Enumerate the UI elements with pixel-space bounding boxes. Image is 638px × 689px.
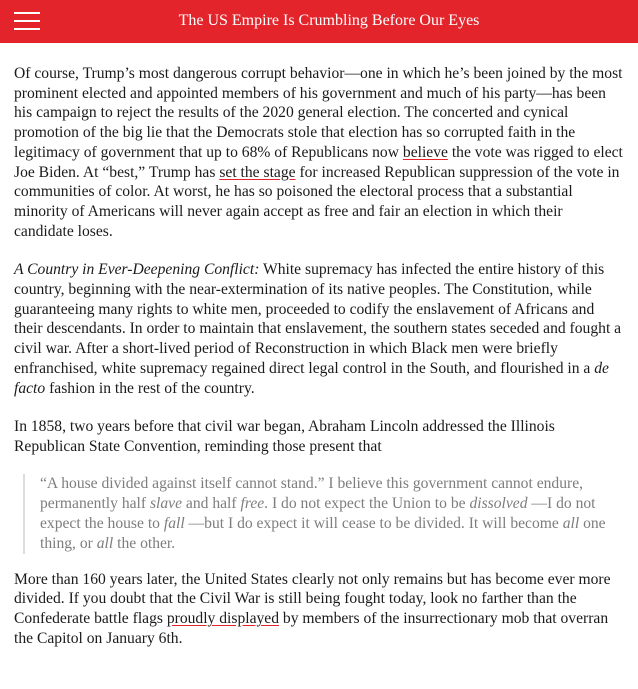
section-heading: A Country in Ever-Deepening Conflict:	[14, 261, 260, 279]
set-the-stage-link[interactable]: set the stage	[219, 163, 296, 181]
article-title: The US Empire Is Crumbling Before Our Eyes	[178, 12, 480, 29]
paragraph-divided: More than 160 years later, the United States clearly not only remains but has become ever more divided. If you doubt that the Civil War is still being fought today, look no farther than the Confederate battle flags proudly displayed by members of the insurrectionary mob that overran the Capitol on January 6th.	[14, 570, 611, 647]
paragraph-election: Of course, Trump’s most dangerous corrupt behavior—one in which he’s been joined by the most prominent elected and appointed members of his government and much of his party—has been his campaign to reject the results of the 2020 general election. The concerted and cynical promotion of the big lie that the Democrats stole that election has so corrupted faith in the legitimacy of government that up to 68% of Republicans now believe the vote was rigged to elect Joe Biden. At “best,” Trump has set the stage for increased Republican suppression of the vote in communities of color. At worst, he has so poisoned the electoral process that a substantial minority of Americans will never again accept as free and fair an election in which their candidate loses.	[14, 65, 623, 240]
paragraph-conflict: A Country in Ever-Deepening Conflict: White supremacy has infected the entire history of this country, beginning with the near-extermination of its native peoples. The Constitution, while guaranteeing many rights to white men, proceeded to codify the enslavement of Africans and their descendants. In order to maintain that enslavement, the southern states seceded and fought a civil war. After a short-lived period of Reconstruction in which Black men were briefly enfranchised, white supremacy regained direct legal control in the South, and flourished in a de facto fashion in the rest of the country.	[14, 261, 622, 397]
article-body	[14, 64, 626, 648]
top-bar	[0, 0, 638, 43]
believe-link[interactable]: believe	[402, 143, 448, 161]
paragraph-lincoln: In 1858, two years before that civil war began, Abraham Lincoln addressed the Illinois Republican State Convention, reminding those present that	[14, 418, 555, 455]
proudly-displayed-link[interactable]: proudly displayed	[166, 610, 280, 628]
lincoln-quote: “A house divided against itself cannot stand.” I believe this government cannot endure, permanently half slave and half free. I do not expect the Union to be dissolved —I do not expect the house to fall —but I do expect it will cease to be divided. It will become all one thing, or all the other.	[23, 474, 626, 554]
